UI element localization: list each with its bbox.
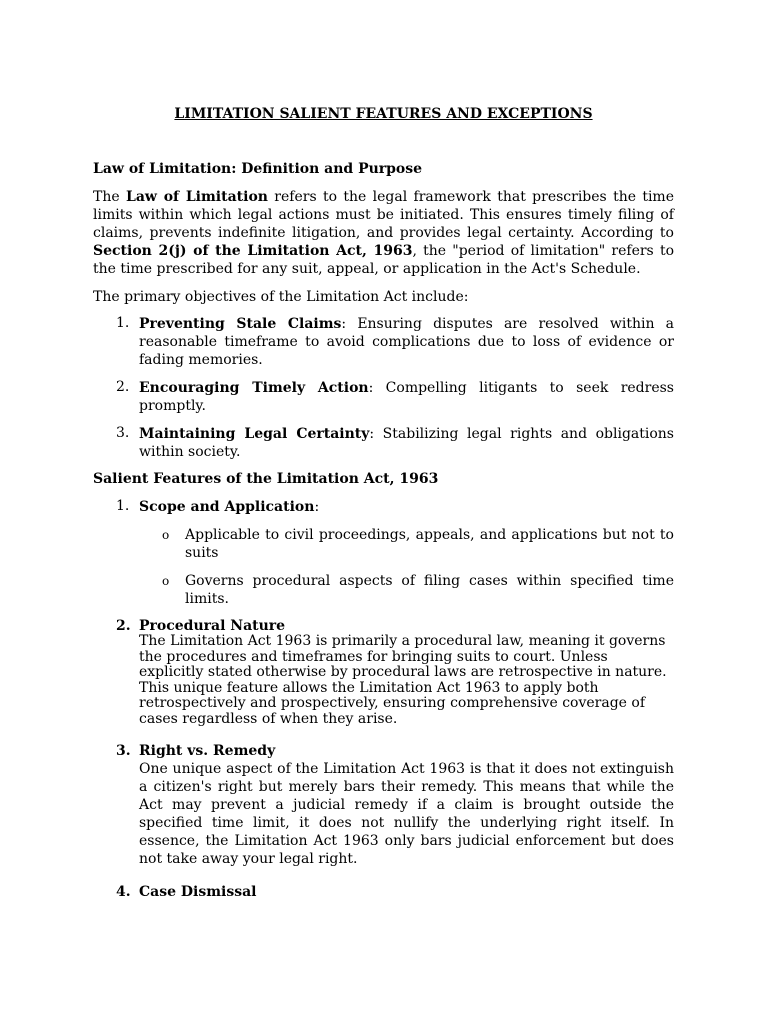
- feature-text-procedural: The Limitation Act 1963 is primarily a procedural law, meaning it governs the procedures and timeframes for bringing suits to court. Unless explicitly stated otherwise by procedural laws are retrospective in nature. This unique feature allows the Limitation Act 1963 to apply both retrospectively and prospectively, ensuring comprehensive coverage of cases regardless of when they arise.: [139, 633, 667, 727]
- intro-text-3: , the "period of limitation" refers to the time prescribed for any suit, appeal, or application in the Act's Schedule.: [93, 243, 674, 277]
- feature-number: 4.: [116, 884, 131, 900]
- objectives-intro: The primary objectives of the Limitation Act include:: [93, 289, 469, 305]
- intro-text-1: The: [93, 189, 126, 205]
- feature-heading-procedural: Procedural Nature: [139, 618, 286, 634]
- intro-paragraph: [93, 188, 674, 278]
- objective-item: [139, 379, 674, 415]
- objective-number: 1.: [116, 315, 130, 331]
- feature-heading-right-remedy: Right vs. Remedy: [139, 743, 276, 759]
- section-heading-definition: Law of Limitation: Definition and Purpose: [93, 161, 423, 177]
- objective-text: : Stabilizing legal rights and obligations within society.: [139, 426, 674, 460]
- objective-number: 3.: [116, 425, 130, 441]
- objective-title: Encouraging Timely Action: [139, 380, 369, 396]
- feature-text-right-remedy: One unique aspect of the Limitation Act 1963 is that it does not extinguish a citizen's right but merely bars their remedy. This means that while the Act may prevent a judicial remedy if a claim is brought outside the specified time limit, it does not nullify the underlying right itself. In essence, the Limitation Act 1963 only bars judicial enforcement but does not take away your legal right.: [139, 761, 674, 867]
- objective-title: Maintaining Legal Certainty: [139, 426, 370, 442]
- bullet-marker: o: [162, 528, 170, 542]
- intro-bold-law: Law of Limitation: [125, 189, 268, 205]
- feature-title: Scope and Application: [139, 499, 315, 515]
- bullet-item: Governs procedural aspects of filing cases within specified time limits.: [185, 573, 674, 607]
- bullet-marker: o: [162, 574, 170, 588]
- document-title: LIMITATION SALIENT FEATURES AND EXCEPTIONS: [174, 106, 593, 122]
- feature-heading-case-dismissal: Case Dismissal: [139, 884, 257, 900]
- intro-bold-section: Section 2(j) of the Limitation Act, 1963: [93, 243, 413, 259]
- objective-number: 2.: [116, 379, 130, 395]
- feature-number: 2.: [116, 618, 131, 634]
- intro-text-2: refers to the legal framework that prescribes the time limits within which legal actions must be initiated. This ensures timely filing of claims, prevents indefinite litigation, and provides legal certainty. According to: [93, 189, 674, 241]
- section-heading-salient: Salient Features of the Limitation Act, 1963: [93, 471, 439, 487]
- bullet-item: Applicable to civil proceedings, appeals, and applications but not to suits: [185, 527, 674, 561]
- feature-suffix: :: [314, 499, 320, 515]
- objective-text: : Ensuring disputes are resolved within a reasonable timeframe to avoid complications due to loss of evidence or fading memories.: [139, 316, 674, 368]
- objective-title: Preventing Stale Claims: [139, 316, 342, 332]
- objective-item: [139, 425, 674, 461]
- feature-number: 3.: [116, 743, 131, 759]
- objective-item: [139, 315, 674, 369]
- feature-number: 1.: [116, 498, 130, 514]
- feature-scope: [139, 498, 674, 516]
- objective-text: : Compelling litigants to seek redress promptly.: [139, 380, 674, 414]
